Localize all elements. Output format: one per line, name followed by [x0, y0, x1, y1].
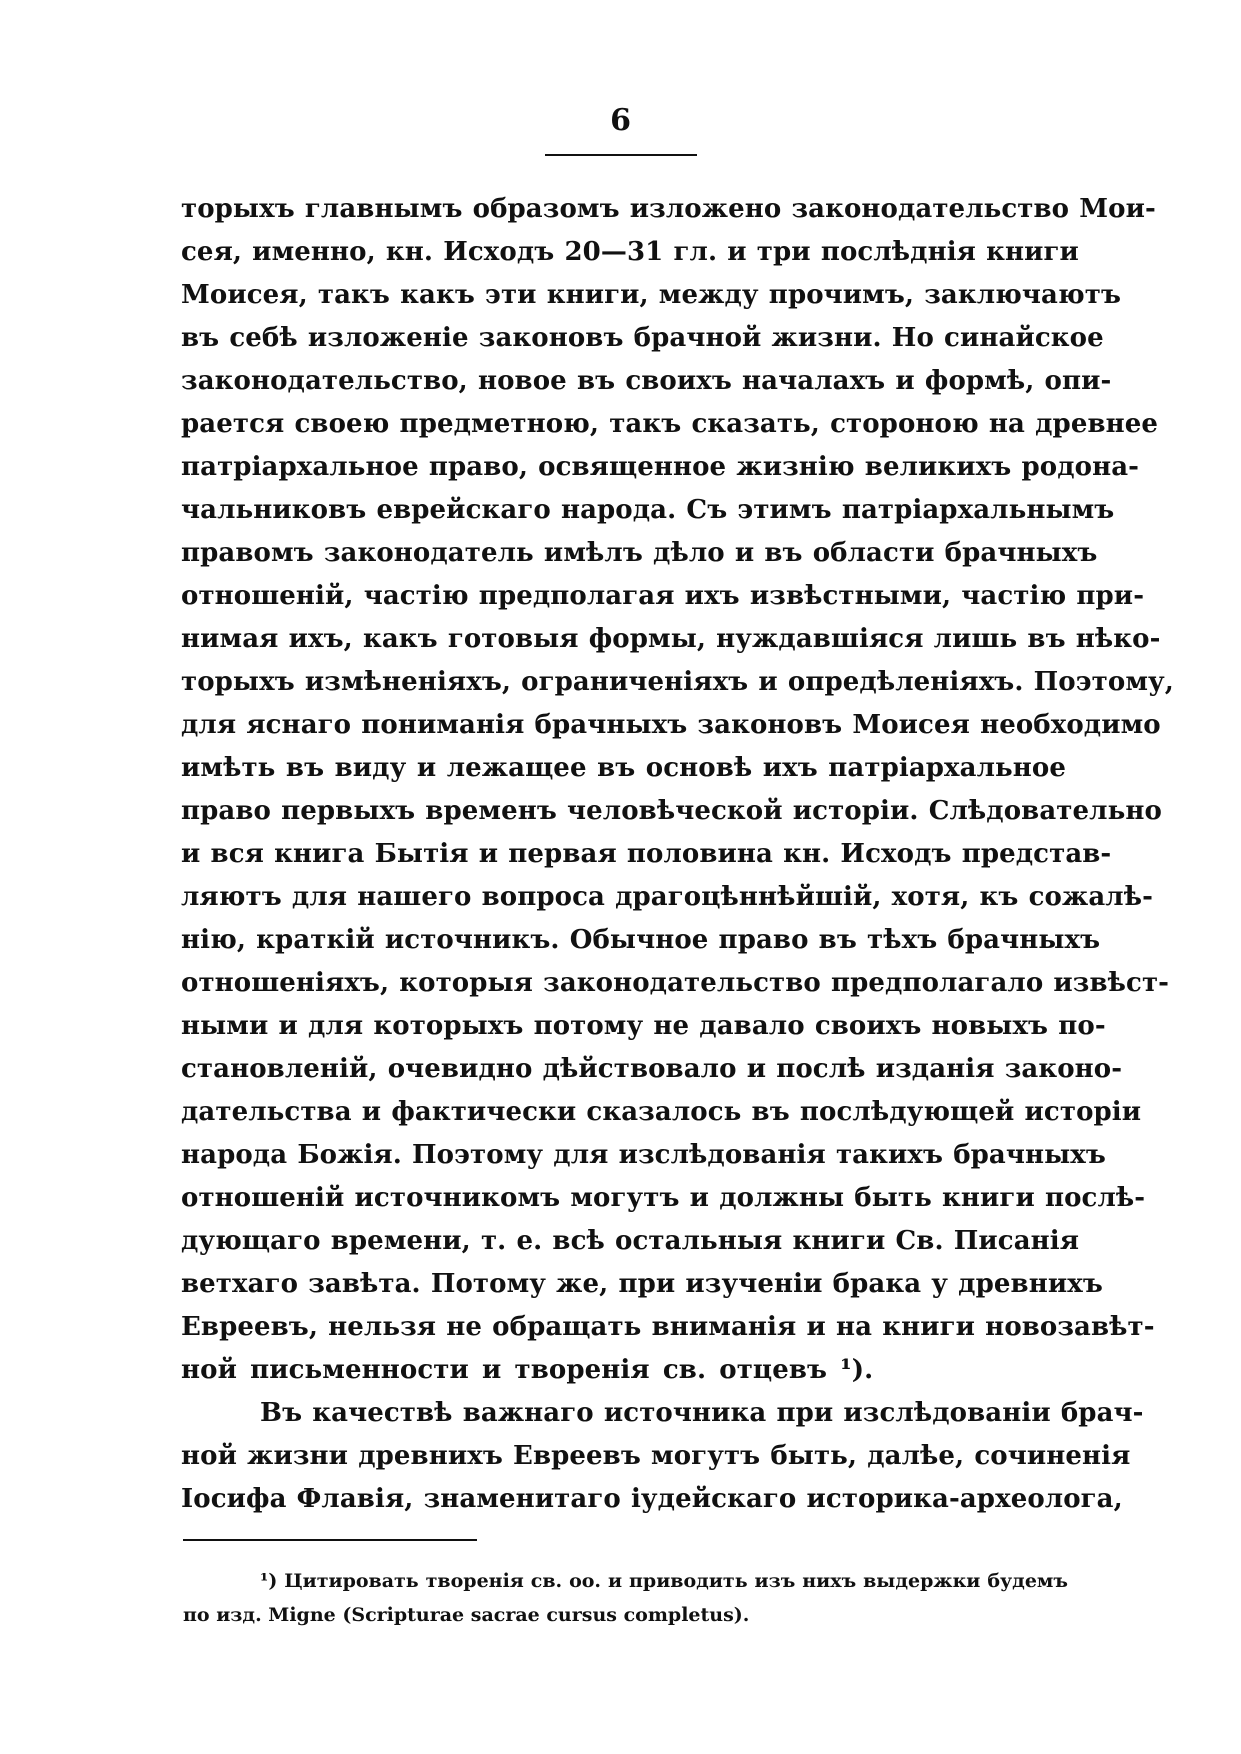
text-line: отношеніяхъ, которыя законодательство предполагало извѣст-	[181, 968, 1170, 998]
text-line: Іосифа Флавія, знаменитаго іудейскаго историка-археолога,	[181, 1484, 1123, 1514]
text-line: народа Божія. Поэтому для изслѣдованія такихъ брачныхъ	[181, 1140, 1106, 1170]
text-line: Моисея, такъ какъ эти книги, между прочимъ, заключаютъ	[181, 280, 1122, 310]
header-rule	[545, 154, 697, 156]
footnote-line: ¹) Цитировать творенія св. оо. и приводить изъ нихъ выдержки будемъ	[260, 1570, 1068, 1592]
paragraph-start-line: Въ качествѣ важнаго источника при изслѣдованіи брач-	[260, 1398, 1144, 1428]
text-line: торыхъ измѣненіяхъ, ограниченіяхъ и опредѣленіяхъ. Поэтому,	[181, 667, 1174, 697]
text-line: для яснаго пониманія брачныхъ законовъ Моисея необходимо	[181, 710, 1161, 740]
footnote-rule	[183, 1539, 477, 1541]
text-line: право первыхъ временъ человѣческой исторіи. Слѣдовательно	[181, 796, 1162, 826]
paragraph-end-line: ной письменности и творенія св. отцевъ ¹).	[181, 1355, 874, 1385]
text-line: правомъ законодатель имѣлъ дѣло и въ области брачныхъ	[181, 538, 1098, 568]
text-line: нію, краткій источникъ. Обычное право въ тѣхъ брачныхъ	[181, 925, 1101, 955]
text-line: въ себѣ изложеніе законовъ брачной жизни. Но синайское	[181, 323, 1104, 353]
text-line: дующаго времени, т. е. всѣ остальныя книги Св. Писанія	[181, 1226, 1080, 1256]
text-line: ными и для которыхъ потому не давало своихъ новыхъ по-	[181, 1011, 1106, 1041]
text-line: ветхаго завѣта. Потому же, при изученіи брака у древнихъ	[181, 1269, 1103, 1299]
footnote-line: по изд. Migne (Scripturae sacrae cursus completus).	[183, 1604, 750, 1626]
text-line: рается своею предметною, такъ сказать, стороною на древнее	[181, 409, 1159, 439]
text-line: Евреевъ, нельзя не обращать вниманія и на книги новозавѣт-	[181, 1312, 1155, 1342]
text-line: отношеній источникомъ могутъ и должны быть книги послѣ-	[181, 1183, 1146, 1213]
text-line: и вся книга Бытія и первая половина кн. Исходъ представ-	[181, 839, 1112, 869]
text-line: имѣть въ виду и лежащее въ основѣ ихъ патріархальное	[181, 753, 1066, 783]
text-line: нимая ихъ, какъ готовыя формы, нуждавшіяся лишь въ нѣко-	[181, 624, 1161, 654]
text-line: патріархальное право, освященное жизнію великихъ родона-	[181, 452, 1140, 482]
text-line: отношеній, частію предполагая ихъ извѣстными, частію при-	[181, 581, 1145, 611]
text-line: законодательство, новое въ своихъ началахъ и формѣ, опи-	[181, 366, 1112, 396]
page-number: 6	[610, 103, 631, 138]
footnote	[183, 1564, 1068, 1632]
text-line: ляютъ для нашего вопроса драгоцѣннѣйшій, хотя, къ сожалѣ-	[181, 882, 1153, 912]
text-line: становленій, очевидно дѣйствовало и послѣ изданія законо-	[181, 1054, 1123, 1084]
text-line: дательства и фактически сказалось въ послѣдующей исторіи	[181, 1097, 1142, 1127]
text-line: ной жизни древнихъ Евреевъ могутъ быть, далѣе, сочиненія	[181, 1441, 1131, 1471]
text-line: чальниковъ еврейскаго народа. Съ этимъ патріархальнымъ	[181, 495, 1115, 525]
main-text	[181, 188, 1174, 1521]
text-line: сея, именно, кн. Исходъ 20—31 гл. и три послѣднія книги	[181, 237, 1079, 267]
text-line: торыхъ главнымъ образомъ изложено законодательство Мои-	[181, 194, 1156, 224]
